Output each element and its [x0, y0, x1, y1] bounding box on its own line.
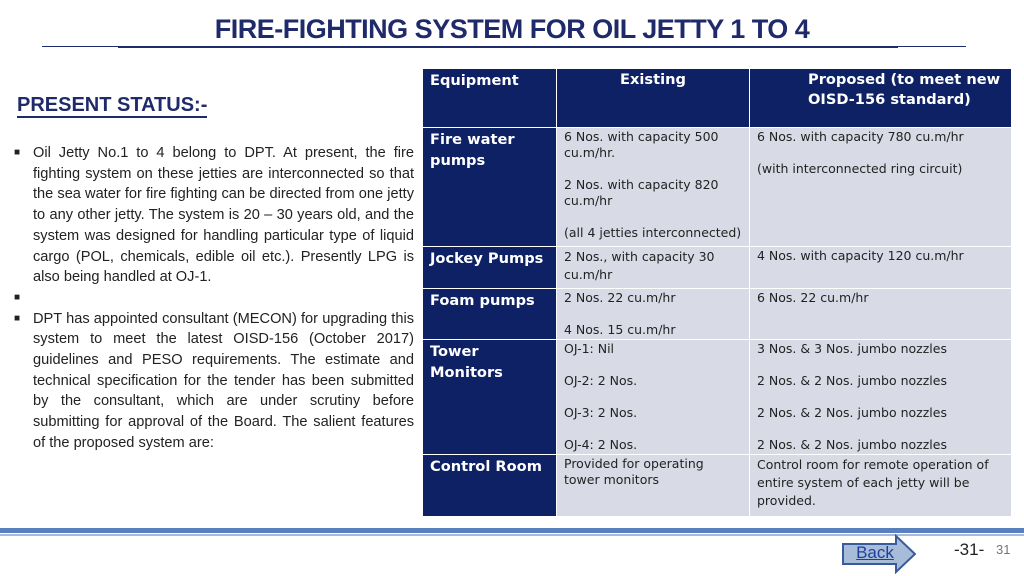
- square-bullet-icon: ■: [14, 291, 21, 303]
- row-equipment: Control Room: [423, 455, 557, 517]
- comparison-table: [422, 68, 1012, 517]
- cell-line: 4 Nos. with capacity 120 cu.m/hr: [757, 248, 964, 263]
- table-row: [423, 247, 1012, 289]
- row-proposed: [750, 455, 1012, 517]
- row-existing: [557, 247, 750, 289]
- table-row: [423, 289, 1012, 340]
- row-equipment: Fire water pumps: [423, 128, 557, 247]
- cell-line: Control room for remote operation of entire system of each jetty will be provided.: [757, 457, 989, 508]
- cell-line: 6 Nos. with capacity 780 cu.m/hr: [757, 129, 964, 144]
- cell-line: 6 Nos. with capacity 500 cu.m/hr.: [564, 129, 719, 160]
- cell-line: 2 Nos., with capacity 30 cu.m/hr: [564, 249, 715, 282]
- bullet-item: [14, 288, 414, 309]
- bullet-text: DPT has appointed consultant (MECON) for upgrading this system to meet the latest OISD-156 (October 2017) guidelines and PESO requirements. The estimate and technical specification for the tender has been submitted by the consultant, which are under scrutiny before submitting for approval of the Board. The salient features of the proposed system are:: [33, 310, 414, 451]
- cell-line: OJ-1: Nil: [564, 341, 615, 356]
- cell-line: 2 Nos. & 2 Nos. jumbo nozzles: [757, 405, 947, 420]
- header-proposed: Proposed (to meet new OISD-156 standard): [750, 69, 1012, 128]
- header-existing: Existing: [557, 69, 750, 128]
- row-proposed: [750, 340, 1012, 455]
- table-header-row: [423, 69, 1012, 128]
- cell-line: 6 Nos. 22 cu.m/hr: [757, 290, 869, 305]
- square-bullet-icon: ■: [14, 147, 21, 158]
- row-equipment: Tower Monitors: [423, 340, 557, 455]
- row-proposed: [750, 289, 1012, 340]
- row-equipment: Foam pumps: [423, 289, 557, 340]
- back-link[interactable]: Back: [856, 543, 894, 562]
- row-existing: [557, 455, 750, 517]
- row-proposed: [750, 128, 1012, 247]
- cell-line: OJ-3: 2 Nos.: [564, 405, 638, 420]
- page-label: -31-: [954, 540, 985, 559]
- table-row: [423, 455, 1012, 517]
- table-row: [423, 340, 1012, 455]
- section-heading: PRESENT STATUS:-: [17, 94, 208, 116]
- bullet-text: Oil Jetty No.1 to 4 belong to DPT. At present, the fire fighting system on these jetties are interconnected so that the sea water for fire fighting can be directed from one jetty to any other jetty. The system is 20 – 30 years old, and the system was designed for handling particular type of liquid cargo (POL, chemicals, edible oil etc.). Presently LPG is also being handled at OJ-1.: [33, 145, 414, 286]
- cell-line: 2 Nos. with capacity 820 cu.m/hr: [564, 177, 719, 208]
- cell-line: 2 Nos. & 2 Nos. jumbo nozzles: [757, 373, 947, 388]
- title-underline-bold: [118, 46, 898, 48]
- cell-line: Provided for operating tower monitors: [564, 456, 704, 487]
- footer-bar: [0, 528, 1024, 533]
- bullet-item: [14, 309, 414, 454]
- cell-line: 4 Nos. 15 cu.m/hr: [564, 322, 676, 337]
- row-existing: [557, 340, 750, 455]
- bullet-list: [14, 143, 414, 454]
- bullet-item: [14, 143, 414, 288]
- table-row: [423, 128, 1012, 247]
- cell-line: 2 Nos. 22 cu.m/hr: [564, 290, 676, 305]
- cell-line: OJ-2: 2 Nos.: [564, 373, 638, 388]
- cell-line: (all 4 jetties interconnected): [564, 225, 742, 240]
- row-existing: [557, 289, 750, 340]
- slide-number: 31: [996, 542, 1011, 557]
- cell-line: OJ-4: 2 Nos.: [564, 437, 638, 452]
- row-existing: [557, 128, 750, 247]
- row-proposed: [750, 247, 1012, 289]
- row-equipment: Jockey Pumps: [423, 247, 557, 289]
- cell-line: 3 Nos. & 3 Nos. jumbo nozzles: [757, 341, 947, 356]
- slide-title: FIRE-FIGHTING SYSTEM FOR OIL JETTY 1 TO 4: [214, 14, 810, 44]
- header-equipment: Equipment: [423, 69, 557, 128]
- cell-line: 2 Nos. & 2 Nos. jumbo nozzles: [757, 437, 947, 452]
- cell-line: (with interconnected ring circuit): [757, 161, 963, 176]
- square-bullet-icon: ■: [14, 312, 21, 324]
